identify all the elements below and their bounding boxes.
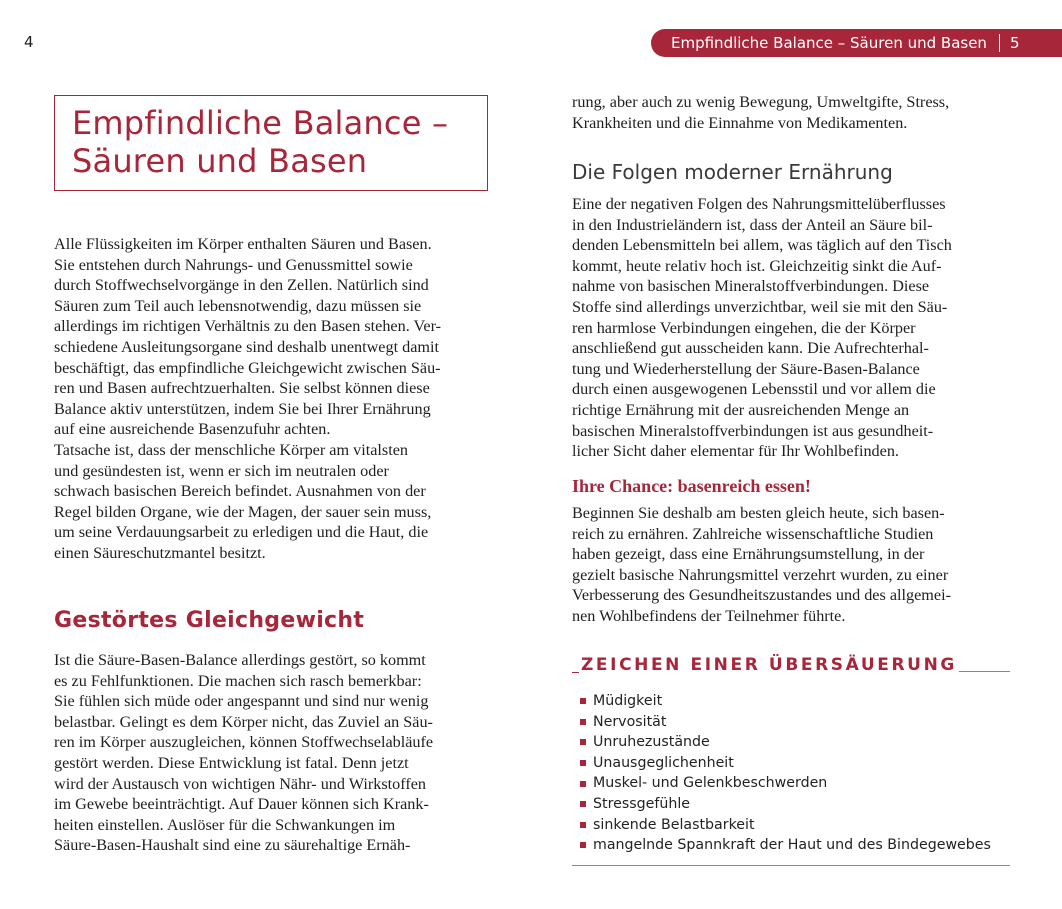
list-item [580,712,991,733]
text-line: belastbar. Gelingt es dem Körper nicht, das Zuviel an Säu- [54,712,433,731]
text-line: durch einen ausgewogenen Lebensstil und vor allem die [572,380,936,399]
text-line: Sie entstehen durch Nahrungs- und Genussmittel sowie [54,255,413,274]
square-bullet-icon [580,760,586,766]
chapter-title-box [54,95,488,191]
gleichgewicht-paragraph [54,650,494,856]
info-box-bottom-rule [572,865,1010,866]
list-item [580,773,991,794]
chance-paragraph [572,503,1022,627]
text-line: basischen Mineralstoffverbindungen ist aus gesundheit- [572,421,934,440]
text-line: Sie fühlen sich müde oder angespannt und sind nur wenig [54,692,429,711]
list-item-label: Unausgeglichenheit [593,754,734,771]
list-item [580,835,991,856]
text-line: wird der Austausch von wichtigen Nähr- und Wirkstoffen [54,774,427,793]
text-line: es zu Fehlfunktionen. Die machen sich rasch bemerkbar: [54,671,422,690]
text-line: heiten einstellen. Auslöser für die Schwankungen im [54,815,396,834]
text-line: auf eine ausreichende Basenzufuhr achten. [54,420,331,439]
section-heading-chance: Ihre Chance: basenreich essen! [572,476,811,496]
text-line: ren harmlose Verbindungen eingehen, die der Körper [572,318,916,337]
list-item [580,794,991,815]
text-line: schwach basischen Bereich befindet. Ausnahmen von der [54,482,426,501]
text-line: nen Wohlbefindens der Teilnehmer führte. [572,606,846,625]
text-line: im Gewebe beeinträchtigt. Auf Dauer können sich Krank- [54,795,429,814]
heading-rule-left [572,672,579,673]
page-number-left: 4 [24,33,34,51]
text-line: durch Stoffwechselvorgänge in den Zellen. Natürlich sind [54,276,429,295]
list-item-label: Nervosität [593,713,667,730]
text-line: Eine der negativen Folgen des Nahrungsmittelüberflusses [572,195,946,213]
text-line: ren im Körper auszugleichen, können Stoffwechselabläufe [54,733,434,752]
text-line: um seine Verdauungsarbeit zu erledigen und die Haut, die [54,523,429,542]
square-bullet-icon [580,842,586,848]
text-line: denden Lebensmitteln bei allem, was täglich auf den Tisch [572,236,952,255]
section-heading-gestoertes-gleichgewicht: Gestörtes Gleichgewicht [54,608,365,633]
intro-paragraph [54,234,494,564]
list-item-label: mangelnde Spannkraft der Haut und des Bindegewebes [593,837,991,854]
list-item [580,753,991,774]
text-line: Regel bilden Organe, wie der Magen, der sauer sein muss, [54,502,432,521]
chapter-title-line: Empfindliche Balance – [72,104,449,142]
square-bullet-icon [580,719,586,725]
text-line: gestört werden. Diese Entwicklung ist fatal. Denn jetzt [54,753,409,772]
text-line: schiedene Ausleitungsorgane sind deshalb unentwegt damit [54,337,439,356]
square-bullet-icon [580,801,586,807]
running-header [651,29,1062,57]
text-line: nahme von basischen Mineralstoffverbindungen. Diese [572,277,930,296]
text-line: einen Säureschutzmantel besitzt. [54,543,266,562]
text-line: beschäftigt, das empfindliche Gleichgewicht zwischen Säu- [54,358,441,377]
text-line: Ist die Säure-Basen-Balance allerdings gestört, so kommt [54,651,426,669]
square-bullet-icon [580,781,586,787]
text-line: anschließend gut ausscheiden kann. Die Aufrechterhal- [572,339,929,358]
text-line: licher Sicht daher elementar für Ihr Wohlbefinden. [572,442,899,461]
text-line: ren und Basen aufrechtzuerhalten. Sie selbst können diese [54,379,430,398]
info-box-title: ZEICHEN EINER ÜBERSÄUERUNG [581,655,957,675]
folgen-paragraph [572,194,1022,462]
list-item [580,691,991,712]
section-heading-folgen: Die Folgen moderner Ernährung [572,160,893,184]
text-line: Alle Flüssigkeiten im Körper enthalten Säuren und Basen. [54,235,432,253]
text-line: Säure-Basen-Haushalt sind eine zu säurehaltige Ernäh- [54,836,411,855]
text-line: Stoffe sind allerdings unverzichtbar, weil sie mit den Säu- [572,297,948,316]
text-line: gezielt basische Nahrungsmittel verzehrt wurden, zu einer [572,565,949,584]
text-line: allerdings im richtigen Verhältnis zu den Basen stehen. Ver- [54,317,442,336]
list-item-label: Müdigkeit [593,693,663,709]
text-line: haben gezeigt, dass eine Ernährungsumstellung, in der [572,545,925,564]
chapter-title [72,104,448,180]
text-line: kommt, heute relativ hoch ist. Gleichzeitig sinkt die Auf- [572,256,942,275]
list-item [580,732,991,753]
list-item-label: Stressgefühle [593,795,690,812]
square-bullet-icon [580,822,586,828]
square-bullet-icon [580,698,586,704]
text-line: tung und Wiederherstellung der Säure-Basen-Balance [572,359,920,378]
running-header-title: Empfindliche Balance – Säuren und Basen [671,34,987,52]
text-line: und gesündesten ist, wenn er sich im neutralen oder [54,461,389,480]
text-line: Krankheiten und die Einnahme von Medikamenten. [572,113,908,132]
text-line: Balance aktiv unterstützen, indem Sie bei Ihrer Ernährung [54,399,431,418]
text-line: Beginnen Sie deshalb am besten gleich heute, sich basen- [572,504,945,522]
heading-rule-right [959,671,1010,672]
text-line: Verbesserung des Gesundheitszustandes und des allgemei- [572,586,951,605]
text-line: in den Industrieländern ist, dass der Anteil an Säure bil- [572,215,933,234]
list-item-label: Muskel- und Gelenkbeschwerden [593,775,828,792]
list-item-label: Unruhezustände [593,734,710,751]
text-line: reich zu ernähren. Zahlreiche wissenschaftliche Studien [572,524,934,543]
list-item [580,815,991,836]
text-line: rung, aber auch zu wenig Bewegung, Umweltgifte, Stress, [572,93,950,111]
text-line: Tatsache ist, dass der menschliche Körper am vitalsten [54,440,408,459]
symptom-list [580,691,991,856]
text-line: richtige Ernährung mit der ausreichenden Menge an [572,400,910,419]
continued-paragraph [572,92,1022,133]
text-line: Säuren zum Teil auch lebensnotwendig, dazu müssen sie [54,296,422,315]
chapter-title-line: Säuren und Basen [72,142,368,180]
square-bullet-icon [580,739,586,745]
info-box-heading [572,655,1010,675]
page-number-right: 5 [1009,34,1020,52]
list-item-label: sinkende Belastbarkeit [593,816,755,833]
